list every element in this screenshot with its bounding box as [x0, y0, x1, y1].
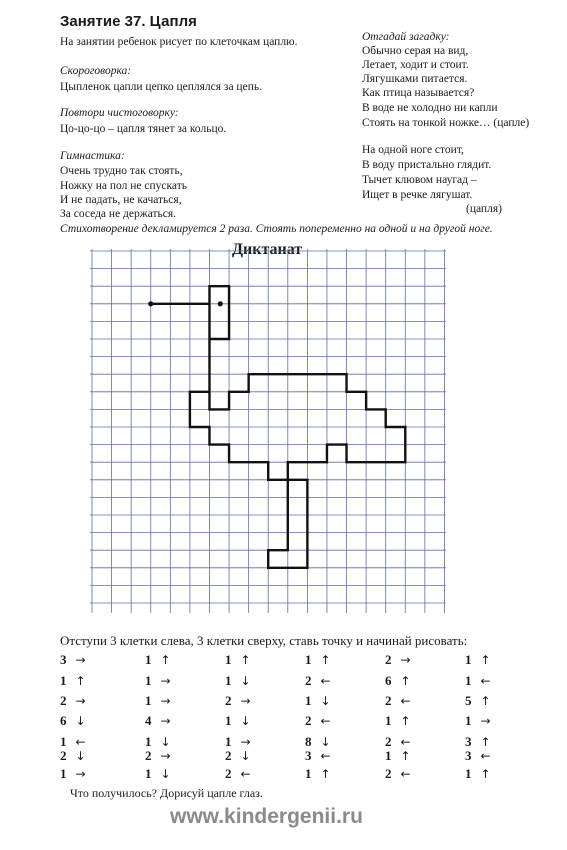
intro-text: На занятии ребенок рисует по клеточкам цаплю. [60, 36, 298, 48]
gymnastics-line: И не падать, не качаться, [60, 194, 182, 206]
riddle-line: Стоять на тонкой ножке… (цапле) [362, 117, 530, 129]
arrow-icon: → [160, 694, 171, 708]
arrow-icon: → [160, 674, 171, 688]
step-cell [60, 673, 86, 689]
step-count: 2 [225, 766, 232, 781]
arrow-icon: ↓ [160, 767, 171, 781]
riddle2-line: В воду пристально глядит. [362, 159, 492, 171]
arrow-icon: ← [400, 767, 411, 781]
step-cell [225, 673, 251, 689]
riddle2-line: На одной ноге стоит, [362, 144, 464, 156]
start-dot [148, 301, 153, 306]
step-cell [465, 693, 491, 709]
arrow-icon: ← [320, 749, 331, 763]
arrow-icon: → [160, 714, 171, 728]
step-count: 1 [465, 713, 472, 728]
step-cell [60, 652, 86, 668]
step-cell [305, 652, 331, 668]
step-cell [465, 713, 491, 729]
arrow-icon: ↓ [75, 714, 86, 728]
step-count: 1 [465, 673, 472, 688]
riddle2-answer: (цапля) [466, 203, 502, 215]
step-cell [60, 766, 86, 782]
gymnastics-label: Гимнастика: [60, 150, 125, 162]
arrow-icon: ↑ [400, 674, 411, 688]
step-cell [385, 766, 411, 782]
step-cell [385, 652, 411, 668]
arrow-icon: ↑ [480, 767, 491, 781]
tongue-twister-text: Цыпленок цапли цепко цеплялся за цепь. [60, 81, 262, 93]
step-count: 2 [385, 766, 392, 781]
riddle-line: Лягушками питается. [362, 73, 468, 85]
step-cell [465, 766, 491, 782]
step-count: 1 [305, 693, 312, 708]
arrow-icon: → [400, 653, 411, 667]
arrow-icon: → [240, 694, 251, 708]
step-cell [60, 748, 86, 764]
arrow-icon: ↓ [240, 749, 251, 763]
step-cell [385, 673, 411, 689]
step-cell [465, 748, 491, 764]
arrow-icon: ↑ [320, 653, 331, 667]
step-count: 1 [225, 652, 232, 667]
step-count: 1 [60, 734, 67, 749]
step-cell [60, 713, 86, 729]
step-count: 1 [145, 652, 152, 667]
riddle-line: Как птица называется? [362, 87, 475, 99]
arrow-icon: ↑ [480, 653, 491, 667]
step-count: 2 [385, 734, 392, 749]
arrow-icon: ↑ [480, 694, 491, 708]
step-cell [385, 748, 411, 764]
step-cell [305, 766, 331, 782]
patter-text: Цо-цо-цо – цапля тянет за кольцо. [60, 123, 227, 135]
step-cell [465, 673, 491, 689]
arrow-icon: ↑ [480, 735, 491, 749]
arrow-icon: ↑ [240, 653, 251, 667]
step-count: 3 [305, 748, 312, 763]
step-count: 6 [60, 713, 67, 728]
arrow-icon: ↑ [75, 674, 86, 688]
arrow-icon: ↑ [400, 714, 411, 728]
step-count: 2 [60, 748, 67, 763]
arrow-icon: ↑ [400, 749, 411, 763]
gymnastics-line: Ножку на пол не спускать [60, 180, 187, 192]
step-cell [145, 713, 171, 729]
title: Занятие 37. Цапля [60, 13, 197, 30]
step-cell [465, 652, 491, 668]
step-cell [305, 748, 331, 764]
tongue-twister-label: Скороговорка: [60, 65, 132, 77]
step-count: 1 [60, 766, 67, 781]
step-count: 1 [60, 673, 67, 688]
arrow-icon: → [240, 735, 251, 749]
step-cell [145, 673, 171, 689]
step-count: 3 [465, 734, 472, 749]
gymnastics-line: Очень трудно так стоять, [60, 165, 183, 177]
step-cell [145, 766, 171, 782]
step-count: 2 [225, 748, 232, 763]
step-count: 2 [305, 673, 312, 688]
step-cell [225, 748, 251, 764]
arrow-icon: ← [400, 735, 411, 749]
gymnastics-line: За соседа не держаться. [60, 208, 177, 220]
step-count: 2 [225, 693, 232, 708]
steps-row [60, 693, 540, 711]
step-count: 1 [145, 693, 152, 708]
arrow-icon: ← [320, 674, 331, 688]
arrow-icon: → [75, 694, 86, 708]
steps-row [60, 673, 540, 691]
step-cell [145, 652, 171, 668]
arrow-icon: ↓ [75, 749, 86, 763]
arrow-icon: → [75, 767, 86, 781]
arrow-icon: ↓ [160, 735, 171, 749]
dictation-grid [90, 249, 446, 621]
arrow-icon: ← [480, 674, 491, 688]
step-count: 2 [60, 693, 67, 708]
question-text: Что получилось? Дорисуй цапле глаз. [70, 786, 263, 800]
patter-label: Повтори чистоговорку: [60, 107, 179, 119]
riddle2-line: Тычет клювом наугад – [362, 174, 477, 186]
step-count: 1 [145, 673, 152, 688]
step-cell [225, 693, 251, 709]
arrow-icon: ← [75, 735, 86, 749]
arrow-icon: → [480, 714, 491, 728]
step-count: 1 [145, 734, 152, 749]
arrow-icon: ← [240, 767, 251, 781]
step-count: 2 [145, 748, 152, 763]
step-count: 1 [465, 766, 472, 781]
step-cell [145, 748, 171, 764]
dictation-title: Диктанат [232, 241, 303, 258]
riddle2-line: Ищет в речке лягушат. [362, 189, 473, 201]
step-count: 2 [385, 693, 392, 708]
step-count: 1 [305, 766, 312, 781]
step-count: 1 [305, 652, 312, 667]
step-cell [60, 693, 86, 709]
step-count: 3 [60, 652, 67, 667]
step-count: 1 [145, 766, 152, 781]
riddle-line: Летает, ходит и стоит. [362, 59, 469, 71]
arrow-icon: ↑ [160, 653, 171, 667]
arrow-icon: ↓ [240, 674, 251, 688]
arrow-icon: ↓ [240, 714, 251, 728]
step-cell [225, 713, 251, 729]
arrow-icon: ↓ [320, 694, 331, 708]
step-count: 4 [145, 713, 152, 728]
step-cell [305, 693, 331, 709]
steps-row [60, 766, 540, 784]
steps-row [60, 748, 540, 766]
arrow-icon: ← [400, 694, 411, 708]
riddle-label: Отгадай загадку: [362, 31, 450, 43]
step-cell [145, 693, 171, 709]
step-count: 2 [385, 652, 392, 667]
riddle-line: Обычно серая на вид, [362, 45, 469, 57]
step-count: 1 [385, 713, 392, 728]
step-cell [225, 652, 251, 668]
gymnastics-note: Стихотворение декламируется 2 раза. Стоять попеременно на одной и на другой ноге. [60, 223, 493, 235]
step-count: 2 [305, 713, 312, 728]
dictation-instruction: Отступи 3 клетки слева, 3 клетки сверху, ставь точку и начинай рисовать: [60, 633, 468, 648]
eye-dot [218, 301, 223, 306]
step-count: 3 [465, 748, 472, 763]
arrow-icon: → [160, 749, 171, 763]
arrow-icon: ← [480, 749, 491, 763]
step-count: 5 [465, 693, 472, 708]
step-count: 1 [225, 673, 232, 688]
step-cell [305, 713, 331, 729]
steps-row [60, 652, 540, 670]
arrow-icon: ↓ [320, 735, 331, 749]
riddle-line: В воде не холодно ни капли [362, 102, 498, 114]
step-count: 1 [465, 652, 472, 667]
steps-row [60, 713, 540, 731]
step-count: 1 [225, 713, 232, 728]
step-count: 6 [385, 673, 392, 688]
step-cell [225, 766, 251, 782]
arrow-icon: ← [320, 714, 331, 728]
step-count: 1 [225, 734, 232, 749]
step-cell [305, 673, 331, 689]
watermark: www.kindergenii.ru [170, 805, 363, 828]
arrow-icon: → [75, 653, 86, 667]
step-count: 1 [385, 748, 392, 763]
step-cell [385, 713, 411, 729]
step-cell [385, 693, 411, 709]
arrow-icon: ↑ [320, 767, 331, 781]
step-count: 8 [305, 734, 312, 749]
